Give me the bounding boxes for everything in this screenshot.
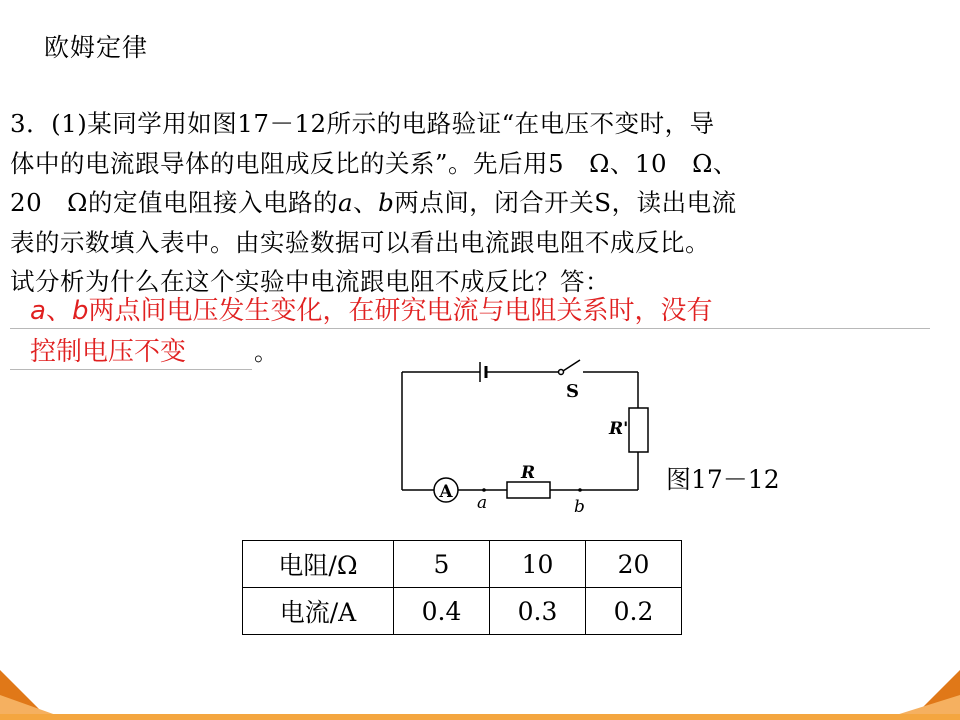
data-table (242, 540, 682, 635)
circuit-diagram (380, 350, 660, 520)
table-cell: 0.2 (586, 588, 682, 635)
question-line: 试分析为什么在这个实验中电流跟电阻不成反比？答： (10, 267, 610, 296)
switch-blade (563, 360, 580, 371)
answer-line-1 (10, 293, 930, 329)
table-cell: 0.3 (490, 588, 586, 635)
table-row (243, 541, 682, 588)
point-b-dot (578, 488, 582, 492)
answer-separator: 、 (45, 296, 72, 326)
question-line (10, 183, 920, 223)
resistor-label: R (521, 463, 536, 483)
question-line: 3．(1)某同学用如图17－12所示的电路验证“在电压不变时，导 (10, 109, 715, 138)
question-line: 表的示数填入表中。由实验数据可以看出电流跟电阻不成反比。 (10, 227, 710, 257)
answer-var-b: b (71, 296, 89, 326)
question-text (10, 104, 920, 302)
point-a-dot (482, 488, 486, 492)
question-line: 体中的电流跟导体的电阻成反比的关系”。先后用5 Ω、10 Ω、 (10, 148, 738, 178)
point-b-label: b (574, 497, 585, 517)
point-b-var: b (378, 188, 395, 217)
table-header-resistance: 电阻/Ω (243, 541, 394, 588)
table-cell: 20 (586, 541, 682, 588)
bottom-bar (0, 714, 960, 720)
table-cell: 0.4 (394, 588, 490, 635)
ammeter-label: A (439, 482, 453, 502)
figure-caption: 图17－12 (666, 465, 780, 494)
point-a-var: a (338, 188, 354, 217)
answer-line-2: 控制电压不变 (10, 334, 252, 370)
resistor-r (507, 482, 550, 498)
table-cell: 10 (490, 541, 586, 588)
question-fragment: 两点间，闭合开关S，读出电流 (394, 188, 737, 217)
switch-contact (559, 370, 564, 375)
switch-label: S (566, 381, 579, 402)
footer-decoration (0, 650, 960, 720)
table-row (243, 588, 682, 635)
table-header-current: 电流/A (243, 588, 394, 635)
point-a-label: a (477, 493, 488, 513)
table-cell: 5 (394, 541, 490, 588)
question-fragment: 20 Ω的定值电阻接入电路的 (10, 188, 338, 217)
answer-text: 两点间电压发生变化，在研究电流与电阻关系时，没有 (88, 296, 713, 326)
separator: 、 (353, 188, 379, 217)
answer-period: 。 (254, 338, 278, 366)
rprime-resistor (629, 408, 648, 452)
slide-title: 欧姆定律 (44, 33, 149, 62)
rprime-label: R' (609, 419, 629, 439)
answer-var-a: a (30, 296, 46, 326)
